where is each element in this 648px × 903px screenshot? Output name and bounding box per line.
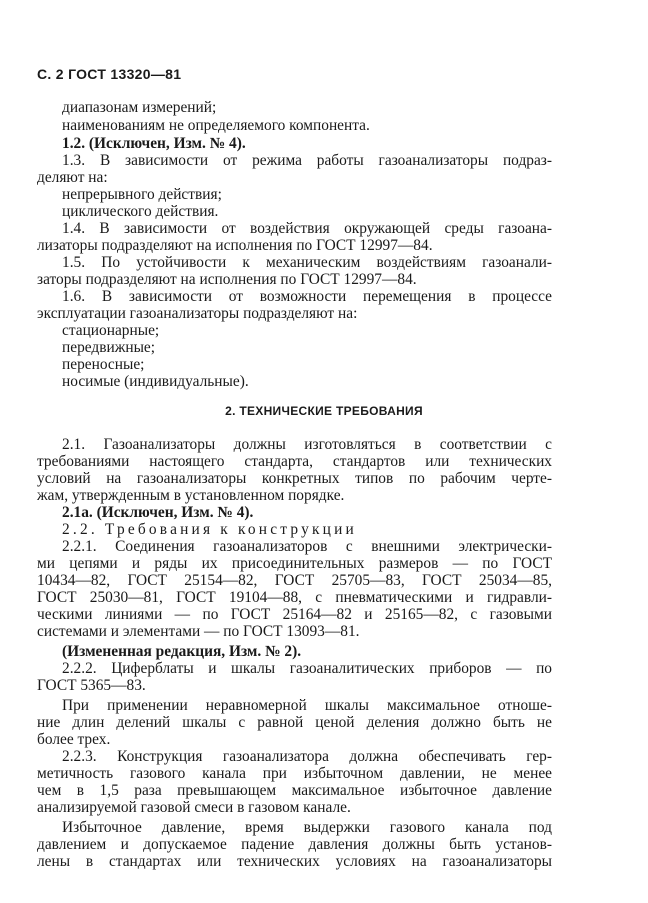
text-line: стационарные; bbox=[62, 322, 160, 339]
text-line: системами и элементами — по ГОСТ 13093—81. bbox=[37, 623, 360, 640]
text-line: ГОСТ 5365—83. bbox=[37, 677, 146, 694]
text-line: 2.2.1. Соединения газоанализаторов с внешними электрически- bbox=[62, 538, 552, 555]
text-line: анализируемой газовой смеси в газовом канале. bbox=[37, 799, 351, 816]
text-line: давлением и допускаемое падение давления должны быть установ- bbox=[37, 836, 552, 853]
text-line: 1.2. (Исключен, Изм. № 4). bbox=[62, 135, 246, 152]
text-line: При применении неравномерной шкалы максимальное отноше- bbox=[62, 697, 552, 714]
text-line: 2.2.3. Конструкция газоанализатора должна обеспечивать гер- bbox=[62, 748, 552, 765]
text-line: 1.4. В зависимости от воздействия окружающей среды газоана- bbox=[62, 220, 552, 237]
text-line: 2.1а. (Исключен, Изм. № 4). bbox=[62, 504, 254, 521]
text-line: ческими линиями — по ГОСТ 25164—82 и 25165—82, с газовыми bbox=[37, 606, 552, 623]
text-line: жам, утвержденным в установленном порядке. bbox=[37, 487, 345, 504]
text-line: 1.3. В зависимости от режима работы газоанализаторы подраз- bbox=[62, 152, 552, 169]
text-line: метичность газового канала при избыточном давлении, не менее bbox=[37, 765, 552, 782]
text-line: диапазонам измерений; bbox=[62, 99, 217, 116]
text-line: переносные; bbox=[62, 356, 145, 373]
text-line: (Измененная редакция, Изм. № 2). bbox=[62, 643, 302, 660]
text-line: наименованиям не определяемого компонента. bbox=[62, 117, 370, 134]
text-line: ми цепями и ряды их присоединительных размеров — по ГОСТ bbox=[37, 555, 552, 572]
text-line: 2.2.2. Циферблаты и шкалы газоаналитических приборов — по bbox=[62, 660, 552, 677]
text-line: требованиями настоящего стандарта, стандартов или технических bbox=[37, 453, 552, 470]
text-line: деляют на: bbox=[37, 169, 108, 186]
text-line: лизаторы подразделяют на исполнения по ГОСТ 12997—84. bbox=[37, 237, 433, 254]
text-line: Избыточное давление, время выдержки газового канала под bbox=[62, 819, 552, 836]
running-header: С. 2 ГОСТ 13320—81 bbox=[37, 66, 182, 82]
text-line: носимые (индивидуальные). bbox=[62, 373, 249, 390]
text-line: циклического действия. bbox=[62, 203, 219, 220]
text-line: ГОСТ 25030—81, ГОСТ 19104—88, с пневматическими и гидравли- bbox=[37, 589, 552, 606]
text-line: лены в стандартах или технических условиях на газоанализаторы bbox=[37, 853, 552, 870]
text-line: 1.6. В зависимости от возможности перемещения в процессе bbox=[62, 288, 552, 305]
text-line: непрерывного действия; bbox=[62, 186, 222, 203]
subsection-title: 2.2. Требования к конструкции bbox=[62, 521, 357, 538]
text-line: 10434—82, ГОСТ 25154—82, ГОСТ 25705—83, ГОСТ 25034—85, bbox=[37, 572, 552, 589]
text-line: ние длин делений шкалы с равной ценой деления должно быть не bbox=[37, 714, 552, 731]
text-line: 2.1. Газоанализаторы должны изготовляться в соответствии с bbox=[62, 436, 552, 453]
text-line: заторы подразделяют на исполнения по ГОСТ 12997—84. bbox=[37, 271, 417, 288]
text-line: передвижные; bbox=[62, 339, 156, 356]
text-line: более трех. bbox=[37, 731, 111, 748]
text-line: условий на газоанализаторы конкретных типов по рабочим черте- bbox=[37, 470, 552, 487]
text-line: чем в 1,5 раза превышающем максимальное избыточное давление bbox=[37, 782, 552, 799]
section-heading: 2. ТЕХНИЧЕСКИЕ ТРЕБОВАНИЯ bbox=[225, 404, 423, 418]
text-line: эксплуатации газоанализаторы подразделяют на: bbox=[37, 305, 358, 322]
text-line: 1.5. По устойчивости к механическим воздействиям газоанали- bbox=[62, 254, 552, 271]
